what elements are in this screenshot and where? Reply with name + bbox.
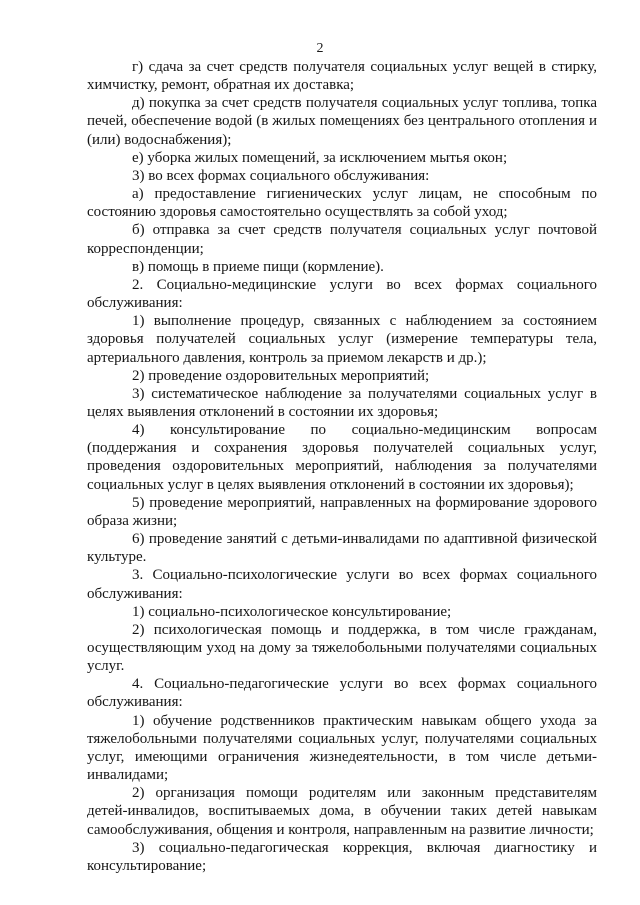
paragraph-medical-6: 6) проведение занятий с детьми-инвалидами по адаптивной физической культуре. — [87, 531, 597, 566]
page-number: 2 — [316, 41, 324, 56]
paragraph-psych-2: 2) психологическая помощь и поддержка, в том числе гражданам, осуществляющим уход на дому за тяжелобольными получателями социальных услуг. — [87, 621, 597, 675]
document-body — [87, 58, 597, 875]
paragraph-medical-4: 4) консультирование по социально-медицинским вопросам (поддержания и сохранения здоровья получателей социальных услуг, проведения оздоровительных мероприятий, наблюдения за получателями социальных услуг в целях выявления отклонений в состоянии их здоровья); — [87, 422, 597, 493]
paragraph-medical-2: 2) проведение оздоровительных мероприятий; — [132, 367, 430, 384]
paragraph-medical-5: 5) проведение мероприятий, направленных на формирование здорового образа жизни; — [87, 494, 597, 529]
section-heading-2: 2. Социально-медицинские услуги во всех формах социального обслуживания: — [87, 276, 597, 312]
paragraph-medical-3: 3) систематическое наблюдение за получателями социальных услуг в целях выявления отклонений в состоянии их здоровья; — [87, 385, 597, 420]
paragraph-medical-1: 1) выполнение процедур, связанных с наблюдением за состоянием здоровья получателей социальных услуг (измерение температуры тела, артериального давления, контроль за приемом лекарств и др.); — [87, 313, 597, 366]
paragraph-item-g: г) сдача за счет средств получателя социальных услуг вещей в стирку, химчистку, ремонт, обратная их доставка; — [87, 59, 597, 94]
paragraph-item-a: а) предоставление гигиенических услуг лицам, не способным по состоянию здоровья самостоятельно осуществлять за собой уход; — [87, 186, 597, 221]
section-heading-4: 4. Социально-педагогические услуги во всех формах социального обслуживания: — [87, 676, 597, 711]
paragraph-pedagogical-1: 1) обучение родственников практическим навыкам общего ухода за тяжелобольными получателями социальных услуг, получателями социальных услуг, имеющими ограничения жизнедеятельности, в том числе детьми-инвалидами; — [87, 712, 597, 784]
paragraph-item-e: е) уборка жилых помещений, за исключением мытья окон; — [132, 149, 508, 166]
paragraph-subsection-3: 3) во всех формах социального обслуживания: — [132, 167, 430, 184]
paragraph-psych-1: 1) социально-психологическое консультирование; — [132, 603, 452, 620]
paragraph-item-b: б) отправка за счет средств получателя социальных услуг почтовой корреспонденции; — [87, 222, 597, 257]
paragraph-item-d: д) покупка за счет средств получателя социальных услуг топлива, топка печей, обеспечение водой (в жилых помещениях без центрального отопления и (или) водоснабжения); — [87, 95, 597, 148]
paragraph-pedagogical-2: 2) организация помощи родителям или законным представителям детей-инвалидов, воспитываемых дома, в обучении таких детей навыкам самообслуживания, общения и контроля, направленным на развитие личности; — [87, 785, 597, 838]
paragraph-pedagogical-3: 3) социально-педагогическая коррекция, включая диагностику и консультирование; — [87, 839, 597, 874]
paragraph-item-v: в) помощь в приеме пищи (кормление). — [132, 258, 384, 275]
section-heading-3: 3. Социально-психологические услуги во всех формах социального обслуживания: — [87, 567, 597, 602]
